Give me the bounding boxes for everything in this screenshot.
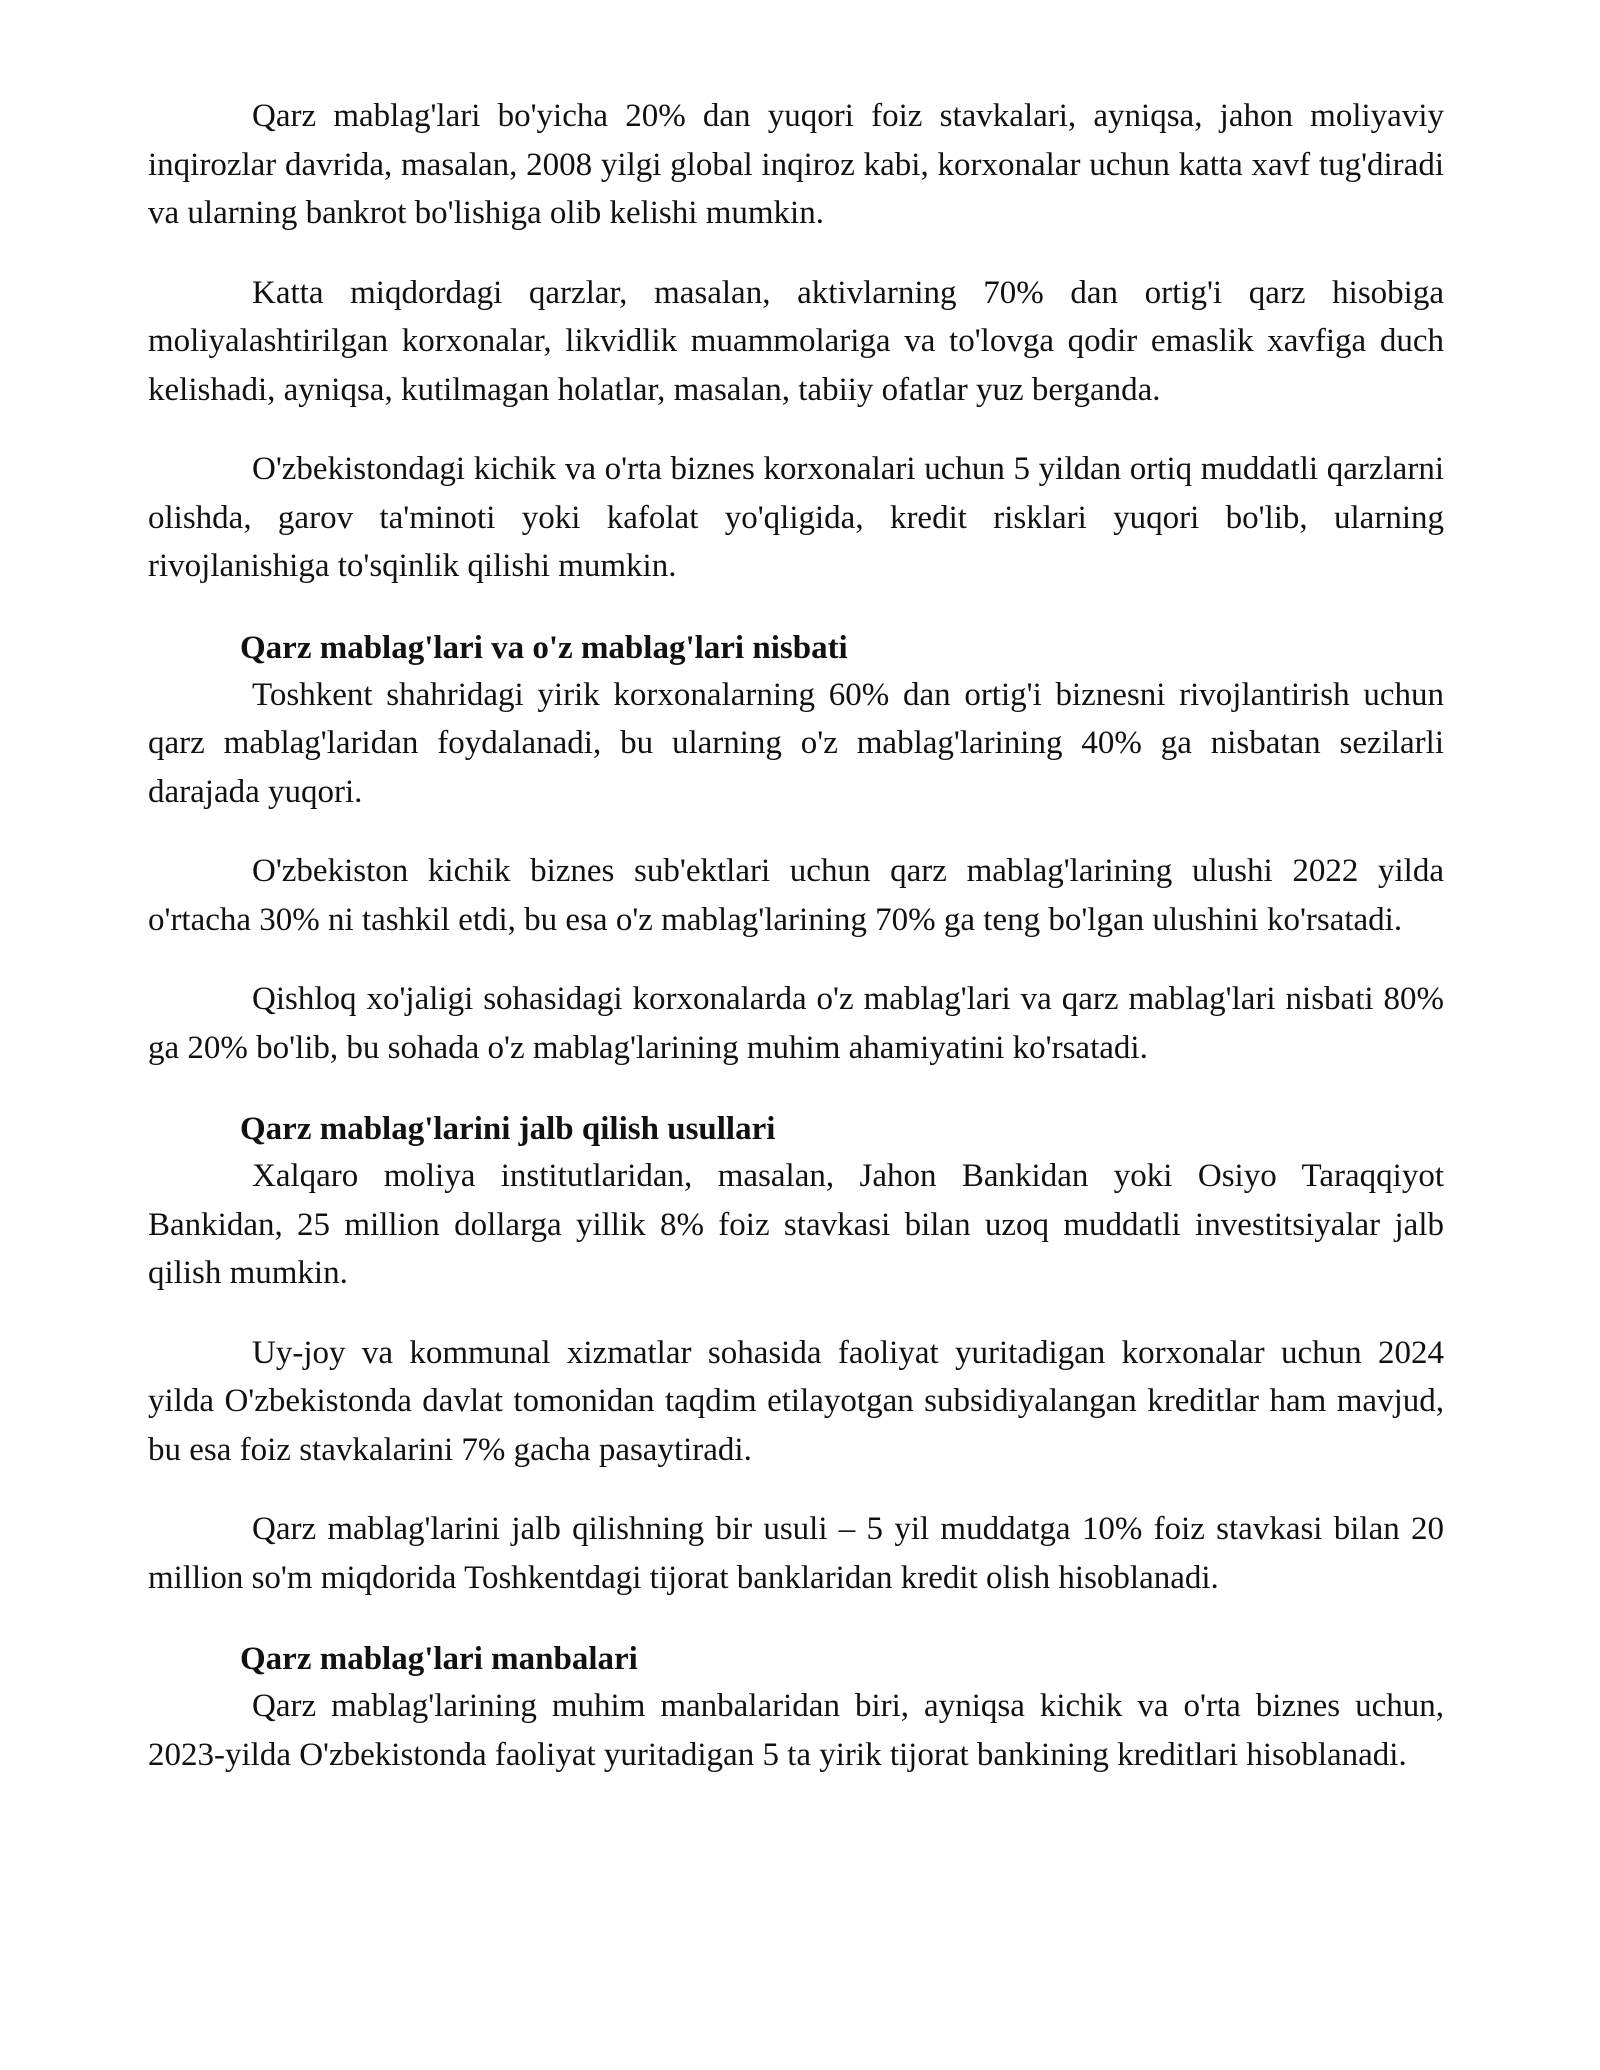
heading-debt-attraction-methods: Qarz mablag'larini jalb qilish usullari [240, 1111, 776, 1147]
paragraph-bank-credits-source: Qarz mablag'larining muhim manbalaridan biri, ayniqsa kichik va o'rta biznes uchun, 2023-yilda O'zbekistonda faoliyat yuritadigan 5 ta yirik tijorat bankining kreditlari hisoblanadi. [148, 1688, 1444, 1773]
heading-debt-equity-ratio: Qarz mablag'lari va o'z mablag'lari nisbati [240, 629, 848, 666]
document-page [148, 92, 1444, 1779]
paragraph-tashkent-companies: Toshkent shahridagi yirik korxonalarning 60% dan ortig'i biznesni rivojlantirish uchun qarz mablag'laridan foydalanadi, bu ularning o'z mablag'larining 40% ga nisbatan sezilarli darajada yuqori. [148, 676, 1444, 810]
paragraph-large-debts: Katta miqdordagi qarzlar, masalan, aktivlarning 70% dan ortig'i qarz hisobiga moliyalashtirilgan korxonalar, likvidlik muammolariga va to'lovga qodir emaslik xavfiga duch kelishadi, ayniqsa, kutilmagan holatlar, masalan, tabiiy ofatlar yuz berganda. [148, 274, 1444, 408]
paragraph-small-business-share: O'zbekiston kichik biznes sub'ektlari uchun qarz mablag'larining ulushi 2022 yilda o'rtacha 30% ni tashkil etdi, bu esa o'z mablag'larining 70% ga teng bo'lgan ulushini ko'rsatadi. [148, 853, 1444, 938]
heading-debt-sources: Qarz mablag'lari manbalari [240, 1641, 638, 1677]
paragraph-subsidized-credits: Uy-joy va kommunal xizmatlar sohasida faoliyat yuritadigan korxonalar uchun 2024 yilda O'zbekistonda davlat tomonidan taqdim etilayotgan subsidiyalangan kreditlar ham mavjud, bu esa foiz stavkalarini 7% gacha pasaytiradi. [148, 1334, 1444, 1468]
paragraph-international-institutions: Xalqaro moliya institutlaridan, masalan, Jahon Bankidan yoki Osiyo Taraqqiyot Bankidan, 25 million dollarga yillik 8% foiz stavkasi bilan uzoq muddatli investitsiyalar jalb qilish mumkin. [148, 1158, 1444, 1291]
paragraph-commercial-bank-loan: Qarz mablag'larini jalb qilishning bir usuli – 5 yil muddatga 10% foiz stavkasi bilan 20 million so'm miqdorida Toshkentdagi tijorat banklaridan kredit olish hisoblanadi. [148, 1511, 1444, 1596]
paragraph-high-interest-risk: Qarz mablag'lari bo'yicha 20% dan yuqori foiz stavkalari, ayniqsa, jahon moliyaviy inqirozlar davrida, masalan, 2008 yilgi global inqiroz kabi, korxonalar uchun katta xavf tug'diradi va ularning bankrot bo'lishiga olib kelishi mumkin. [148, 98, 1444, 231]
paragraph-agriculture-ratio: Qishloq xo'jaligi sohasidagi korxonalarda o'z mablag'lari va qarz mablag'lari nisbati 80% ga 20% bo'lib, bu sohada o'z mablag'larining muhim ahamiyatini ko'rsatadi. [148, 981, 1444, 1066]
paragraph-sme-credit-risk: O'zbekistondagi kichik va o'rta biznes korxonalari uchun 5 yildan ortiq muddatli qarzlarni olishda, garov ta'minoti yoki kafolat yo'qligida, kredit risklari yuqori bo'lib, ularning rivojlanishiga to'sqinlik qilishi mumkin. [148, 451, 1444, 584]
